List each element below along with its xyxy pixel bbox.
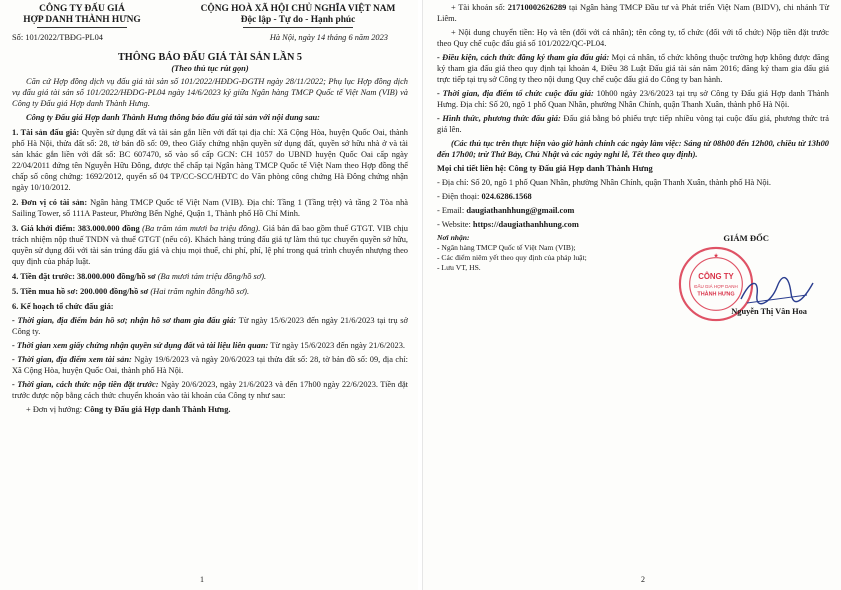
section-6c (12, 354, 408, 376)
document-header (12, 4, 408, 28)
section-6e (12, 404, 408, 415)
contact-phone (437, 191, 829, 202)
section-6b-label: - Thời gian xem giấy chứng nhận quyền sử dụng đất và tài liệu liên quan: (12, 341, 269, 350)
section-6a-label: - Thời gian, địa điểm bán hồ sơ; nhận hồ sơ tham gia đấu giá: (12, 316, 237, 325)
section-6a-text: Từ ngày 15/6/2023 đến ngày 21/6/2023 tại trụ sở Công ty. (12, 316, 408, 336)
section-4-words: (Ba mươi tám triệu đồng/hồ sơ). (155, 272, 267, 281)
website-label: - Website: (437, 220, 473, 229)
document-number: Số: 101/2022/TBĐG-PL04 (12, 33, 103, 42)
account-bank: tại Ngân hàng TMCP Đầu tư và Phát triển Việt Nam (BIDV), chi nhánh Từ Liêm. (437, 3, 830, 23)
section-5-words: (Hai trăm nghìn đồng/hồ sơ). (148, 287, 250, 296)
recipients-block (437, 233, 829, 273)
section-1 (12, 127, 408, 193)
nation-line-2: Độc lập - Tự do - Hạnh phúc (240, 15, 356, 25)
page-number-1: 1 (200, 575, 204, 584)
section-2 (12, 197, 408, 219)
account-number: 21710002626289 (507, 3, 567, 12)
document-page-1 (0, 0, 418, 590)
contact-website (437, 219, 829, 230)
section-6d-text: Ngày 20/6/2023, ngày 21/6/2023 và đến 17h00 ngày 22/6/2023. Tiền đặt trước được nộp bằng cách thức chuyển khoản vào tài khoản của Công ty như sau: (12, 380, 408, 400)
section-6-label: 6. Kế hoạch tổ chức đấu giá: (12, 302, 114, 311)
issuer-line-1: CÔNG TY ĐẤU GIÁ (39, 4, 125, 14)
signer-name: Nguyễn Thị Vân Hoa (731, 307, 807, 316)
section-5 (12, 286, 408, 297)
section-2-text: Ngân hàng TMCP Quốc tế Việt Nam (VIB). Địa chỉ: Tầng 1 (Tầng trệt) và tầng 2 Tòa nhà Sailing Tower, số 111A Pasteur, Phường Bến Nghé, Quận 1, Thành phố Hồ Chí Minh. (12, 198, 408, 218)
issuer-block (12, 4, 152, 28)
transfer-note: + Nội dung chuyển tiền: Họ và tên (đối với cá nhân); tên công ty, tổ chức (đối với tổ chức) Nộp tiền đặt trước theo Quy chế cuộc đấu giá số 101/2022/QC-PL04. (437, 28, 829, 48)
contact-title: Mọi chi tiết liên hệ: Công ty Đấu giá Hợp danh Thành Hưng (437, 164, 653, 173)
intro-paragraph: Công ty Đấu giá Hợp danh Thành Hưng thông báo đấu giá tài sản với nội dung sau: (26, 113, 320, 122)
legal-basis: Căn cứ Hợp đồng dịch vụ đấu giá tài sản số 101/2022/HĐDG-ĐGTH ngày 28/11/2022; Phụ lục Hợp đồng dịch vụ đấu giá tài sản số 101/2022/HĐDG-PL04 ngày 14/6/2023 ký giữa Ngân hàng TMCP Quốc tế Việt Nam (VIB) và Công ty Đấu giá Hợp danh Thành Hưng. (12, 77, 408, 108)
phone-label: - Điện thoại: (437, 192, 482, 201)
section-2-label: 2. Đơn vị có tài sản: (12, 198, 88, 207)
seal-text-2: ĐẤU GIÁ HỢP DANH (694, 283, 738, 289)
section-3 (12, 223, 408, 267)
section-1-text: Quyền sử dụng đất và tài sản gắn liền với đất tại địa chỉ: Xã Cộng Hòa, huyện Quốc Oai, thành phố Hà Nội, thửa đất số: 28, tờ bản đồ số: 09, theo Giấy chứng nhận quyền sử dụng đất, quyền sở hữu nhà ở và tài sản khác gắn liền với đất số: BC 607470, số vào sổ cấp GCN: CH 1057 do UBND huyện Quốc Oai cấp ngày 22/04/2011 đứng tên Nguyễn Hữu Đông, được thế chấp tại Ngân hàng TMCP Quốc tế Việt Nam theo Hợp đồng thế chấp số công chứng: 1692/2012, quyển số 04 TP/CC-SCC/HĐTC do Văn phòng công chứng Hà Đông chứng nhận ngày 10/10/2012. (12, 128, 408, 192)
seal-text-3: THÀNH HƯNG (697, 291, 735, 298)
section-3-text: Giá bán đã bao gồm thuế GTGT. VIB chịu trách nhiệm nộp thuế TNDN và thuế GTGT (nếu có). Khách hàng trúng đấu giá tự làm thủ tục chuyển quyền sở hữu, quyền sử dụng đối với tài sản trúng đấu giá và chịu mọi thuế, chi phí, phí, lệ phí trong quá trình chuyển nhượng theo quy định của pháp luật. (12, 224, 408, 266)
section-5-label: 5. Tiền mua hồ sơ: 200.000 đồng/hồ sơ (12, 287, 149, 296)
motto-underline (243, 27, 353, 28)
section-6e-label: + Đơn vị hưởng: (26, 405, 85, 414)
section-1-label: 1. Tài sản đấu giá: (12, 128, 80, 137)
section-6d (12, 379, 408, 401)
document-date: Hà Nội, ngày 14 tháng 6 năm 2023 (269, 33, 388, 42)
registration-text: Mọi cá nhân, tổ chức không thuộc trường hợp không được đăng ký tham gia đấu giá theo quy định tại khoản 4, Điều 38 Luật Đấu giá tài sản năm 2016; đăng ký tham gia đấu giá trực tiếp tại trụ sở Công ty theo nội dung Quy chế cuộc đấu giá do Công ty ban hành. (437, 53, 830, 84)
director-title: GIÁM ĐỐC (723, 233, 769, 243)
document-meta (12, 33, 408, 42)
handwritten-signature-icon (737, 273, 817, 309)
page-number-2: 2 (641, 575, 645, 584)
section-3-label: 3. Giá khởi điểm: 383.000.000 đồng (12, 224, 140, 233)
section-6a (12, 315, 408, 337)
recipient-2: - Các điểm niêm yết theo quy định của pháp luật; (437, 253, 587, 262)
section-4-label: 4. Tiền đặt trước: 38.000.000 đồng/hồ sơ (12, 272, 156, 281)
document-title: THÔNG BÁO ĐẤU GIÁ TÀI SẢN LẦN 5 (117, 52, 303, 63)
website-url: https://daugiathanhhung.com (472, 220, 579, 229)
auction-time-label: - Thời gian, địa điểm tổ chức cuộc đấu giá: (437, 89, 594, 98)
section-4 (12, 271, 408, 282)
document-subtitle: (Theo thủ tục rút gọn) (171, 64, 249, 73)
auction-form-label: - Hình thức, phương thức đấu giá: (437, 114, 561, 123)
seal-star-icon: ★ (713, 253, 719, 260)
nation-line-1: CỘNG HOÀ XÃ HỘI CHỦ NGHĨA VIỆT NAM (200, 4, 396, 14)
signature-area (437, 233, 829, 353)
contact-email (437, 205, 829, 216)
section-3-words: (Ba trăm tám mươi ba triệu đồng). (139, 224, 261, 233)
issuer-underline (37, 27, 127, 28)
national-motto-block (188, 4, 408, 28)
seal-text-1: CÔNG TY (698, 272, 734, 282)
section-6b-text: Từ ngày 15/6/2023 đến ngày 21/6/2023. (268, 341, 406, 350)
section-6c-text: Ngày 19/6/2023 và ngày 20/6/2023 tại thửa đất số: 28, tờ bản đồ số: 09, địa chỉ: Xã Cộng Hòa, huyện Quốc Oai, thành phố Hà Nội. (12, 355, 408, 375)
recipients-title: Nơi nhận: (437, 233, 470, 242)
phone-number: 024.6286.1568 (481, 192, 532, 201)
email-label: - Email: (437, 206, 467, 215)
section-6c-label: - Thời gian, địa điểm xem tài sản: (12, 355, 132, 364)
recipient-1: - Ngân hàng TMCP Quốc tế Việt Nam (VIB); (437, 243, 576, 252)
auction-form (437, 113, 829, 135)
auction-time-place (437, 88, 829, 110)
section-6e-text: Công ty Đấu giá Hợp danh Thành Hưng. (84, 405, 231, 414)
account-line (437, 2, 829, 24)
auction-time-text: 10h00 ngày 23/6/2023 tại trụ sở Công ty Đấu giá Hợp danh Thành Hưng. Địa chỉ: Số 20, ngõ 1 phố Quan Nhân, phường Nhân Chính, quận Thanh Xuân, thành phố Hà Nội. (437, 89, 829, 109)
registration-conditions (437, 52, 829, 85)
email-address: daugiathanhhung@gmail.com (466, 206, 575, 215)
account-label: + Tài khoản số: (451, 3, 508, 12)
office-hours-note: (Các thủ tục trên thực hiện vào giờ hành chính các ngày làm việc: Sáng từ 08h00 đến 12h00, chiều từ 13h00 đến 17h00; trừ Thứ Bảy, Chủ Nhật và các ngày nghỉ lễ, Tết theo quy định). (437, 139, 829, 159)
recipient-3: - Lưu VT, HS. (437, 263, 481, 272)
registration-label: - Điều kiện, cách thức đăng ký tham gia đấu giá: (437, 53, 610, 62)
section-6d-label: - Thời gian, cách thức nộp tiền đặt trước: (12, 380, 159, 389)
document-page-2 (422, 0, 841, 590)
auction-form-text: Đấu giá bằng bỏ phiếu trực tiếp nhiều vòng tại cuộc đấu giá, phương thức trả giá lên. (437, 114, 829, 134)
section-6b (12, 340, 408, 351)
contact-address: - Địa chỉ: Số 20, ngõ 1 phố Quan Nhân, phường Nhân Chính, quận Thanh Xuân, thành phố Hà Nội. (437, 178, 771, 187)
issuer-line-2: HỢP DANH THÀNH HƯNG (23, 15, 141, 25)
